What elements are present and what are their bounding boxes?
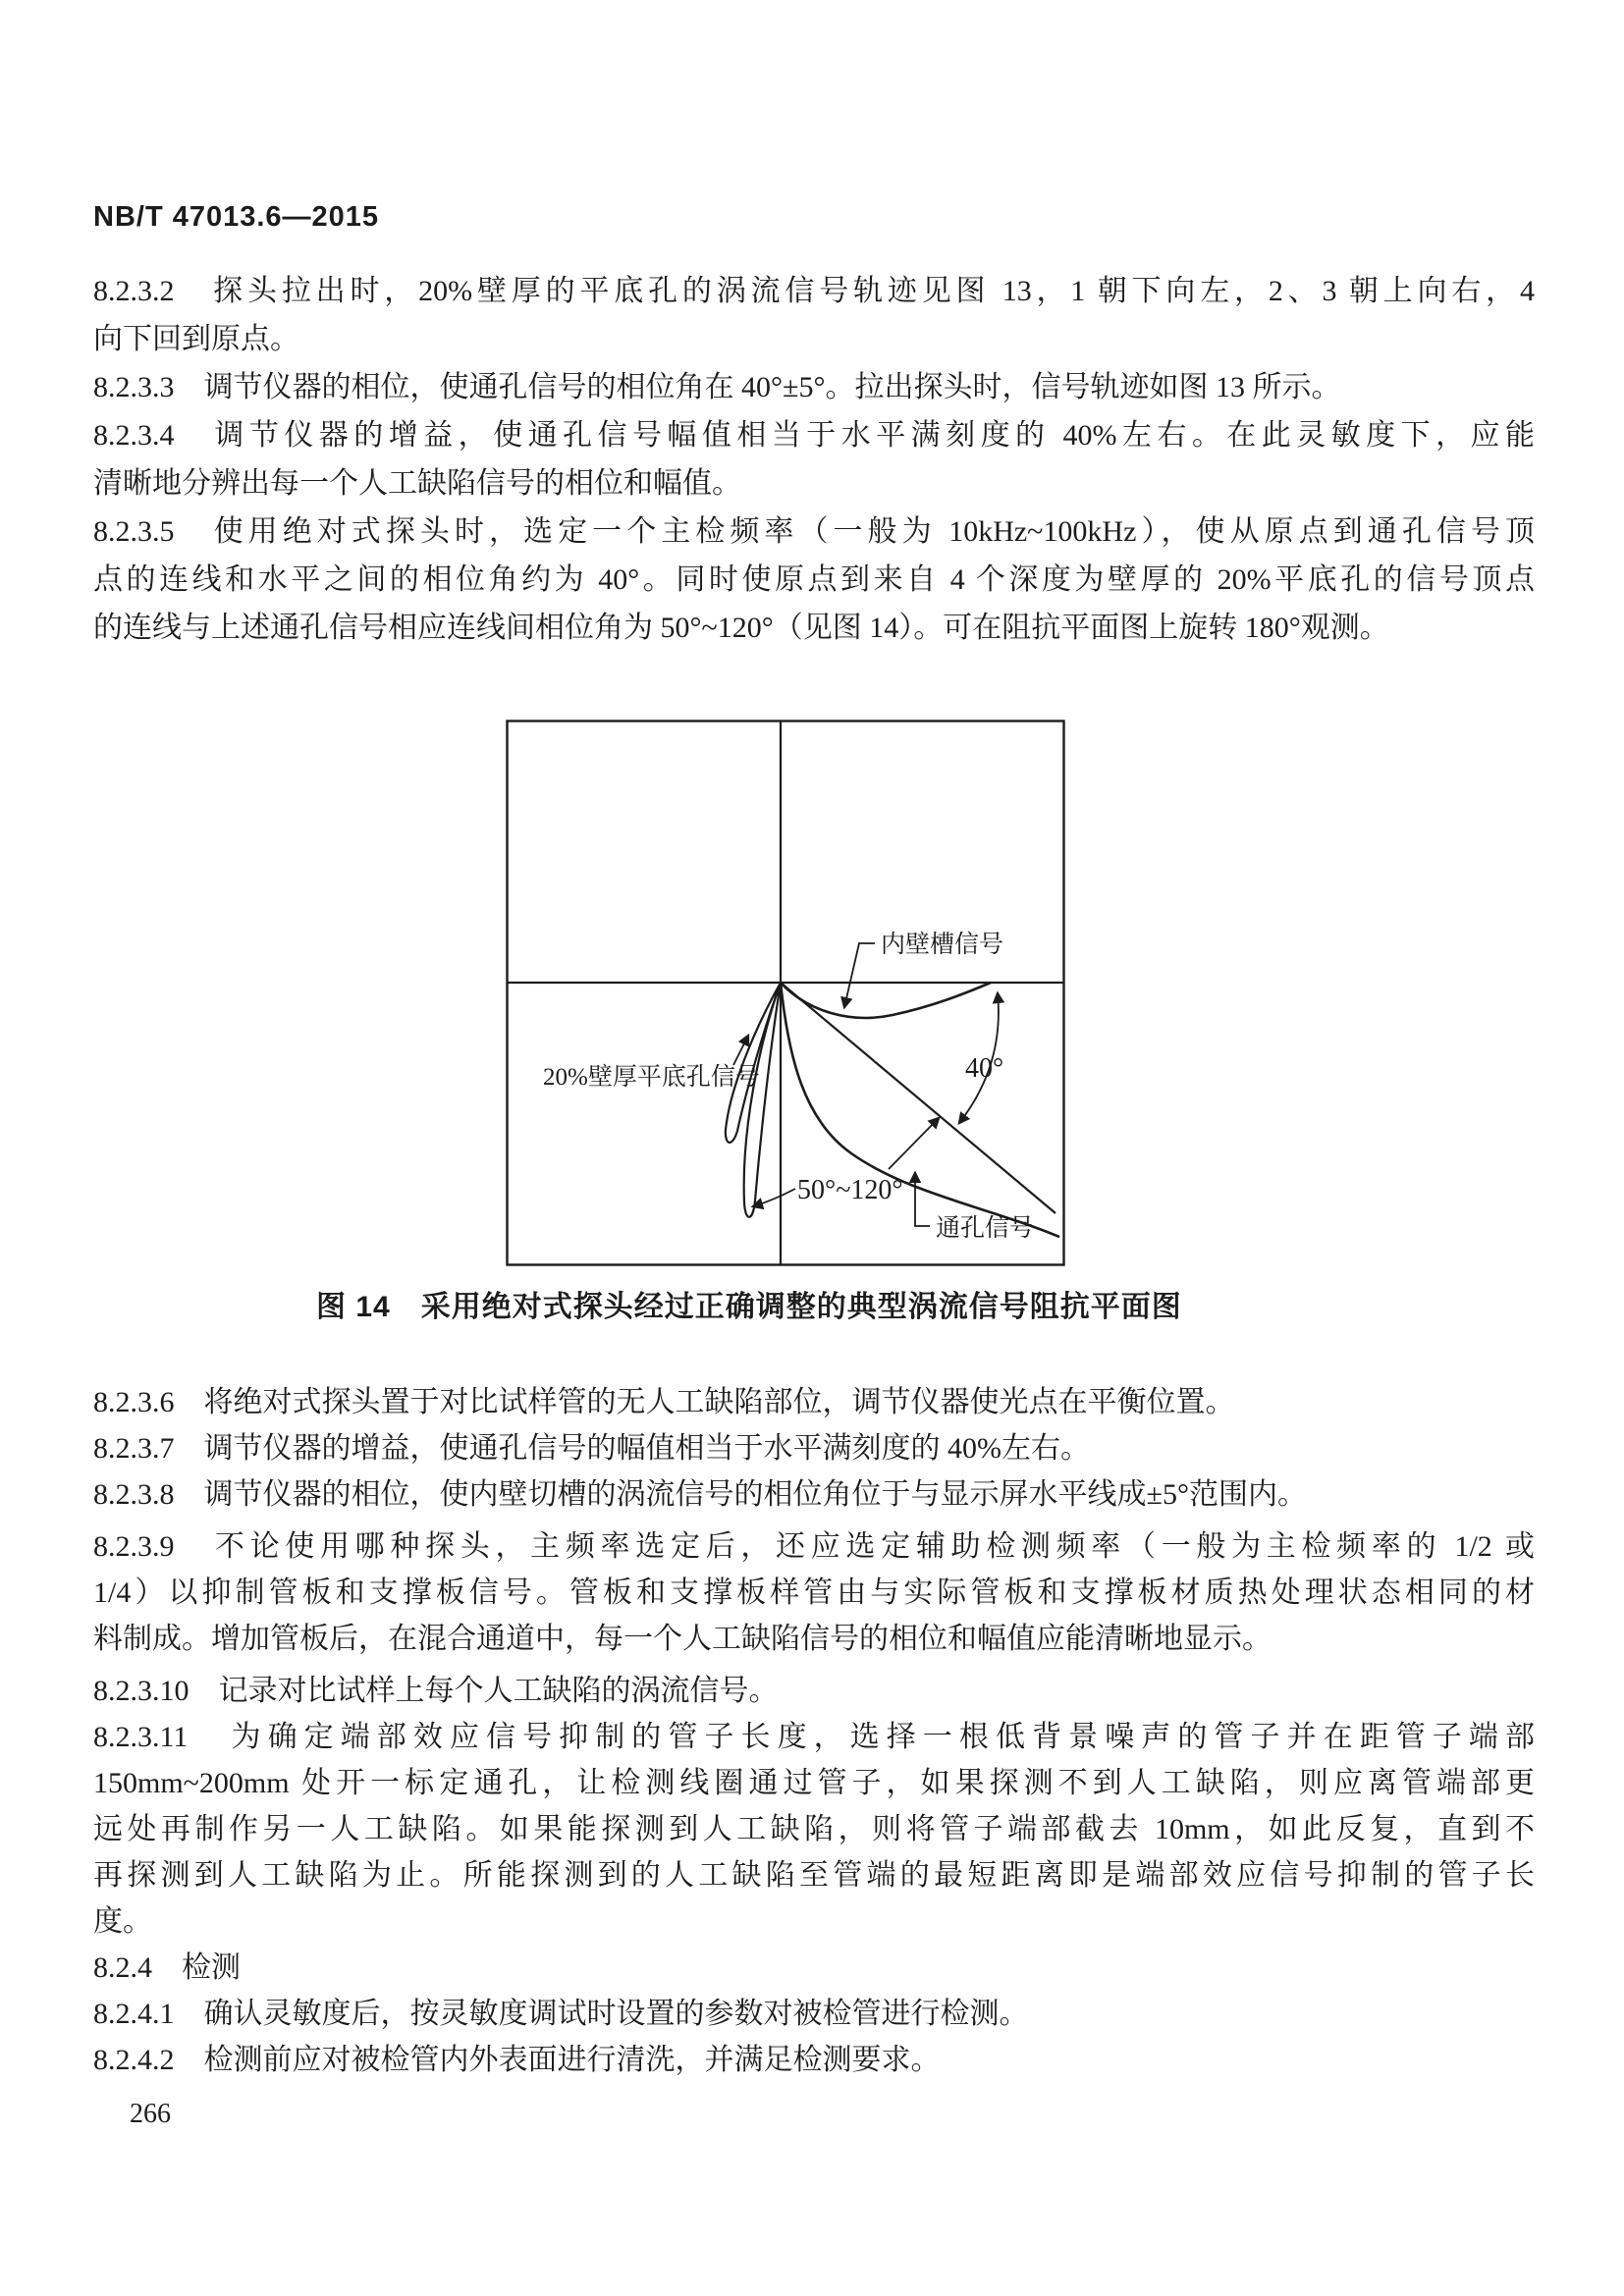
body-text-block-upper (93, 267, 1535, 652)
body-text-block-lower (93, 1379, 1535, 2083)
body-line: 8.2.4.1 确认灵敏度后，按灵敏度调试时设置的参数对被检管进行检测。 (93, 1998, 1029, 2030)
body-line: 8.2.3.2 探头拉出时，20%壁厚的平底孔的涡流信号轨迹见图 13，1 朝下向左，2、3 朝上向右，4 (93, 275, 1535, 307)
angle-range-label: 50°~120° (797, 1175, 903, 1205)
body-line: 8.2.3.6 将绝对式探头置于对比试样管的无人工缺陷部位，调节仪器使光点在平衡位置。 (93, 1386, 1235, 1418)
flat-bottom-hole-leader (733, 1036, 748, 1065)
document-number: NB/T 47013.6—2015 (93, 201, 380, 233)
through-hole-label: 通孔信号 (936, 1215, 1035, 1242)
body-line: 8.2.3.10 记录对比试样上每个人工缺陷的涡流信号。 (93, 1675, 779, 1707)
body-line: 8.2.4.2 检测前应对被检管内外表面进行清洗，并满足检测要求。 (93, 2044, 941, 2076)
body-line: 点的连线和水平之间的相位角约为 40°。同时使原点到来自 4 个深度为壁厚的 20%平底孔的信号顶点 (93, 563, 1535, 596)
figure-caption: 图 14 采用绝对式探头经过正确调整的典型涡流信号阻抗平面图 (316, 1291, 1182, 1323)
forty-degree-label: 40° (965, 1053, 1004, 1084)
page-number: 266 (130, 2099, 171, 2129)
body-line: 8.2.3.9 不论使用哪种探头，主频率选定后，还应选定辅助检测频率（一般为主检频率的 1/2 或 (93, 1530, 1535, 1563)
body-line: 度。 (93, 1905, 152, 1938)
angle-range-left-arrow (753, 1189, 795, 1206)
through-hole-leader (915, 1173, 930, 1226)
inner-wall-groove-curve (781, 983, 991, 1018)
body-line: 8.2.3.8 调节仪器的相位，使内壁切槽的涡流信号的相位角位于与显示屏水平线成±5°范围内。 (93, 1478, 1307, 1511)
body-line: 8.2.3.4 调节仪器的增益，使通孔信号幅值相当于水平满刻度的 40%左右。在此灵敏度下，应能 (93, 419, 1535, 452)
body-line: 8.2.3.7 调节仪器的增益，使通孔信号的幅值相当于水平满刻度的 40%左右。 (93, 1432, 1090, 1465)
body-line: 8.2.3.11 为确定端部效应信号抑制的管子长度，选择一根低背景噪声的管子并在距管子端部 (93, 1721, 1535, 1753)
body-line: 8.2.4 检测 (93, 1951, 241, 1984)
flat-bottom-hole-label: 20%壁厚平底孔信号 (543, 1064, 760, 1091)
body-line: 1/4）以抑制管板和支撑板信号。管板和支撑板样管由与实际管板和支撑板材质热处理状态相同的材 (93, 1576, 1535, 1609)
body-line: 远处再制作另一人工缺陷。如果能探测到人工缺陷，则将管子端部截去 10mm，如此反复，直到不 (93, 1813, 1535, 1845)
body-line: 料制成。增加管板后，在混合通道中，每一个人工缺陷信号的相位和幅值应能清晰地显示。 (93, 1623, 1272, 1655)
inner-wall-groove-label: 内壁槽信号 (881, 932, 1004, 958)
body-line: 再探测到人工缺陷为止。所能探测到的人工缺陷至管端的最短距离即是端部效应信号抑制的管子长 (93, 1859, 1535, 1892)
impedance-plane-svg (506, 720, 1065, 1266)
body-line: 清晰地分辨出每一个人工缺陷信号的相位和幅值。 (93, 467, 741, 500)
body-line: 的连线与上述通孔信号相应连线间相位角为 50°~120°（见图 14）。可在阻抗平面图上旋转 180°观测。 (93, 612, 1389, 644)
figure-14-impedance-plane-diagram (506, 720, 1065, 1266)
inner-wall-groove-leader (844, 943, 875, 1007)
body-line: 8.2.3.5 使用绝对式探头时，选定一个主检频率（一般为 10kHz~100kHz），使从原点到通孔信号顶 (93, 515, 1535, 548)
body-line: 8.2.3.3 调节仪器的相位，使通孔信号的相位角在 40°±5°。拉出探头时，信号轨迹如图 13 所示。 (93, 371, 1341, 403)
body-line: 向下回到原点。 (93, 323, 299, 355)
figure-frame (508, 721, 1064, 1265)
angle-range-right-arrow (889, 1118, 939, 1169)
body-line: 150mm~200mm 处开一标定通孔，让检测线圈通过管子，如果探测不到人工缺陷，则应离管端部更 (93, 1767, 1535, 1799)
